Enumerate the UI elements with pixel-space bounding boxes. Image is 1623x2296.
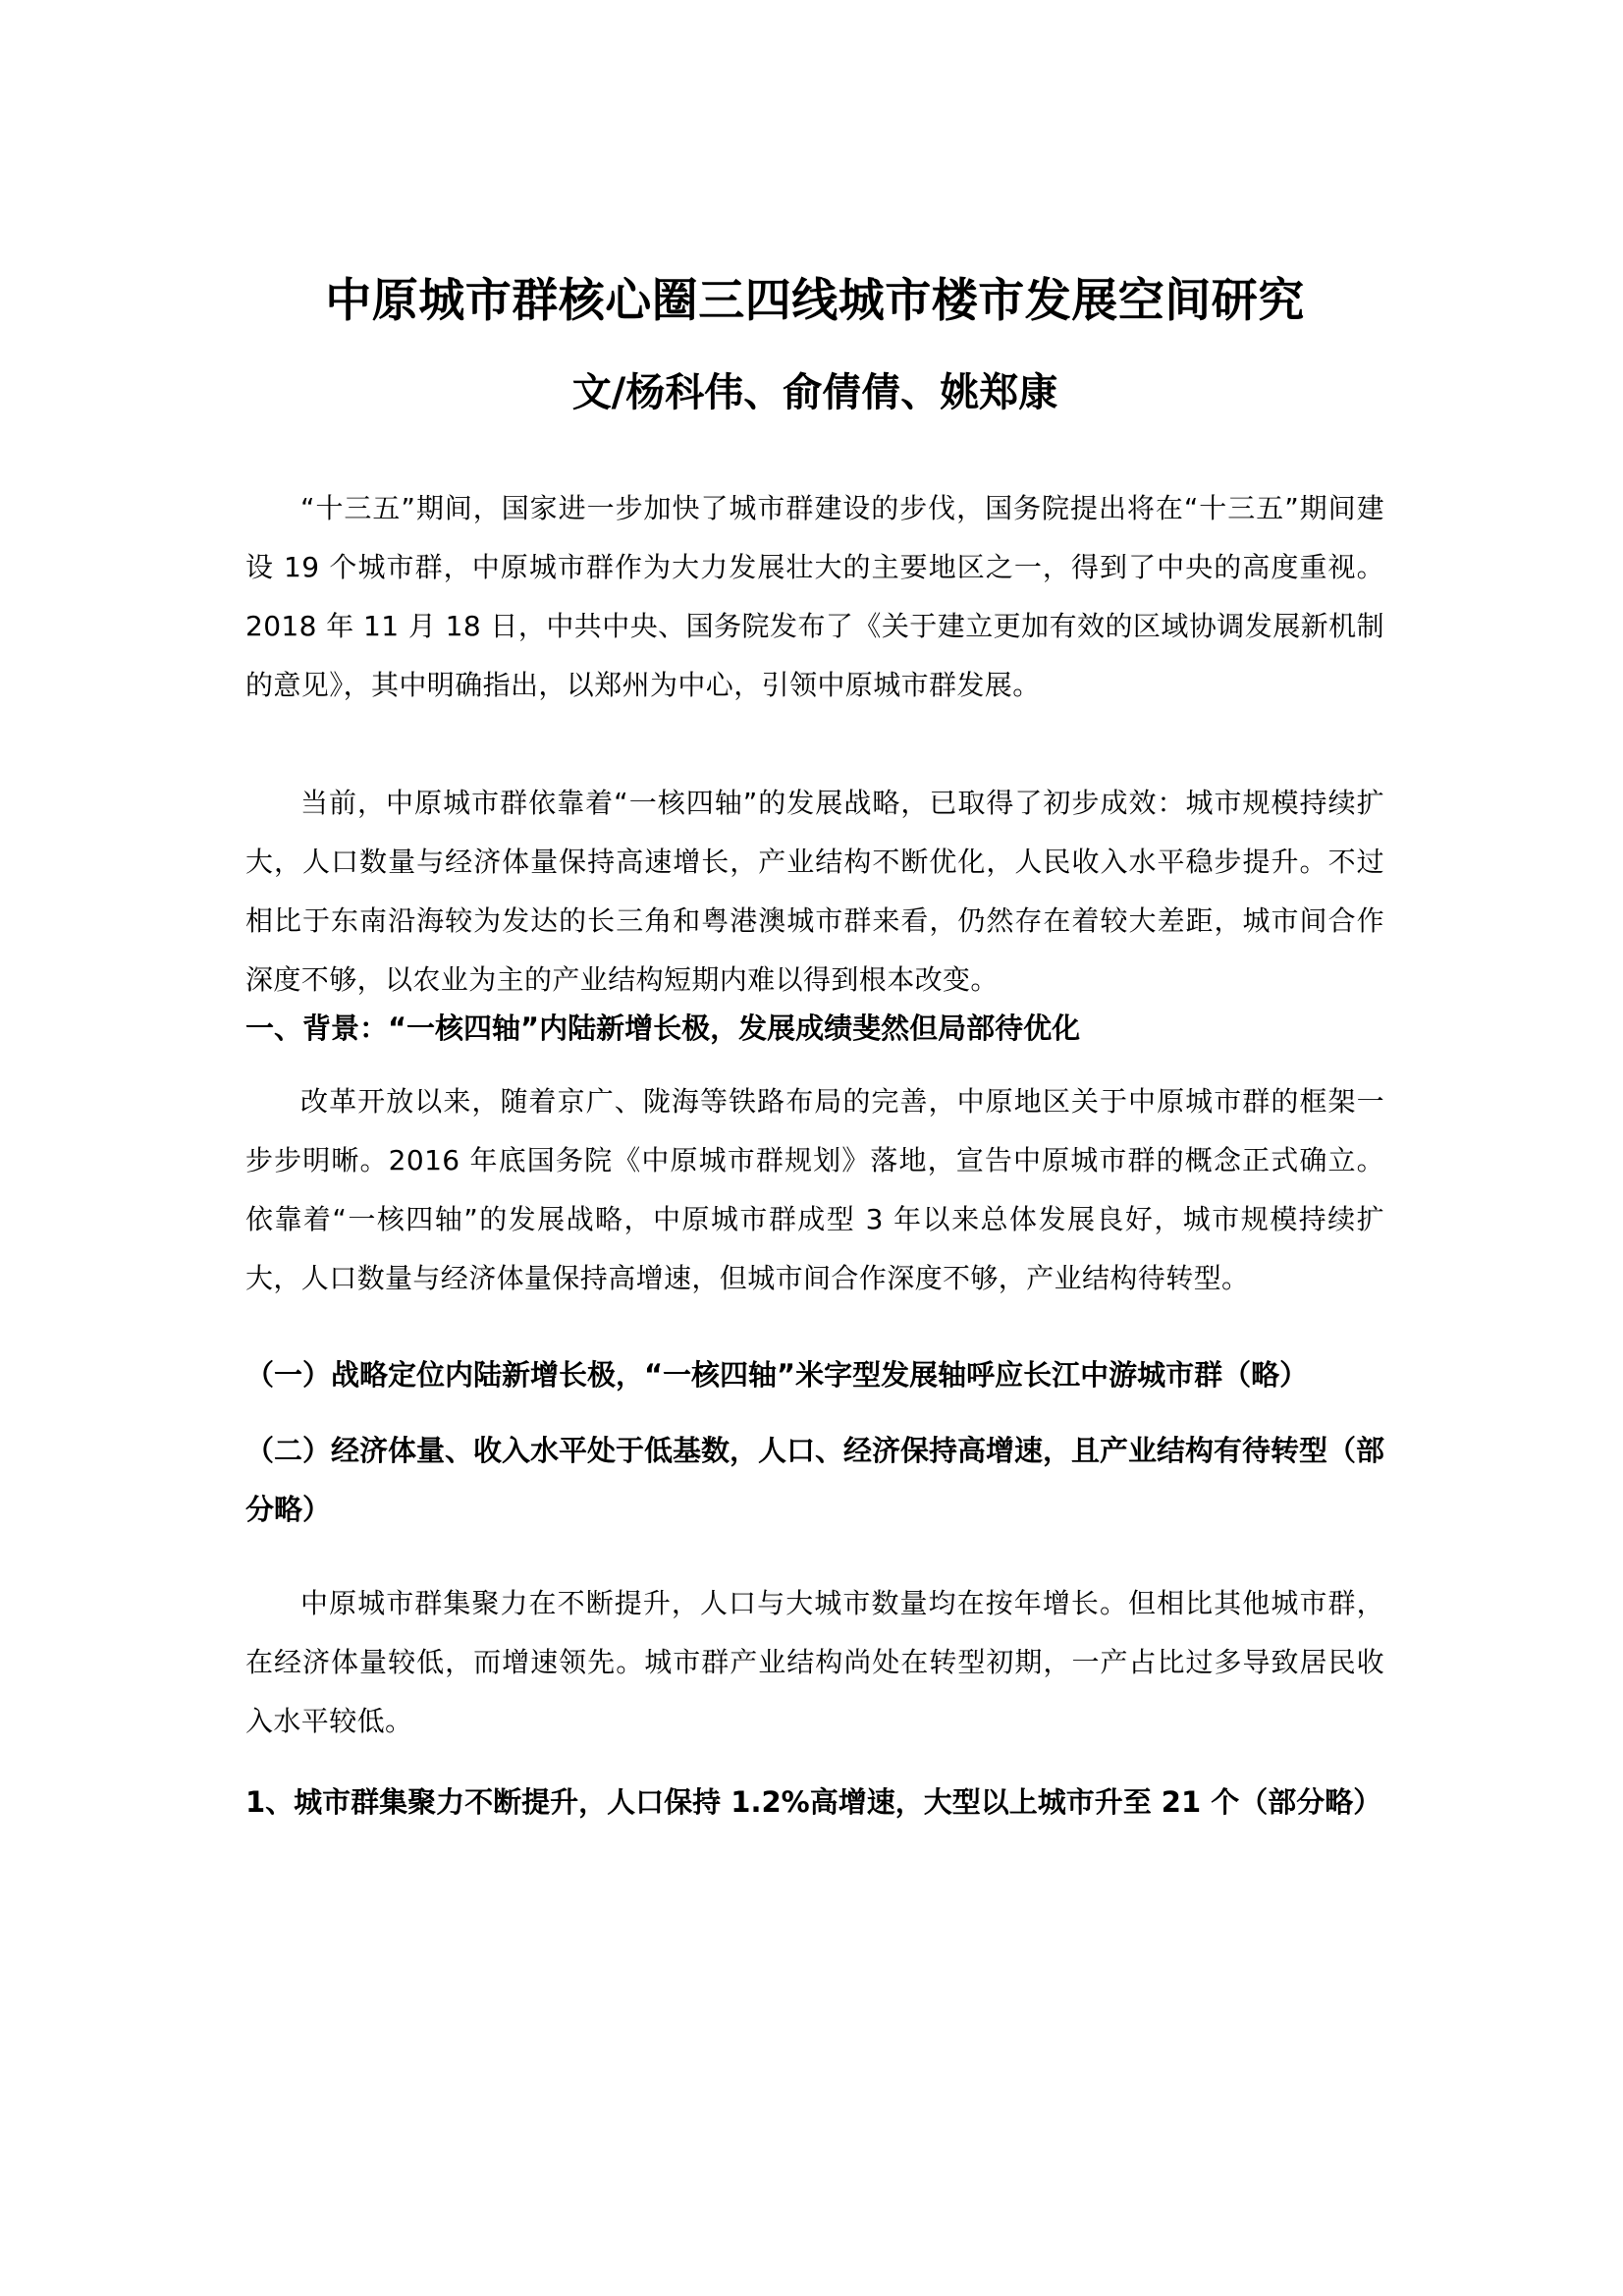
section-heading-background: 一、背景：“一核四轴”内陆新增长极，发展成绩斐然但局部待优化: [245, 1011, 1081, 1045]
status-paragraph: 当前，中原城市群依靠着“一核四轴”的发展战略，已取得了初步成效：城市规模持续扩大，人口数量与经济体量保持高速增长，产业结构不断优化，人民收入水平稳步提升。不过相比于东南沿海较为发达的长三角和粤港澳城市群来看，仍然存在着较大差距，城市间合作深度不够，以农业为主的产业结构短期内难以得到根本改变。: [245, 787, 1384, 996]
document-title: 中原城市群核心圈三四线城市楼市发展空间研究: [325, 274, 1305, 329]
intro-paragraph: “十三五”期间，国家进一步加快了城市群建设的步伐，国务院提出将在“十三五”期间建设 19 个城市群，中原城市群作为大力发展壮大的主要地区之一，得到了中央的高度重视。2018 年 11 月 18 日，中共中央、国务院发布了《关于建立更加有效的区域协调发展新机制的意见》，其中明确指出，以郑州为中心，引领中原城市群发展。: [245, 492, 1384, 701]
background-paragraph: 改革开放以来，随着京广、陇海等铁路布局的完善，中原地区关于中原城市群的框架一步步明晰。2016 年底国务院《中原城市群规划》落地，宣告中原城市群的概念正式确立。依靠着“一核四轴”的发展战略，中原城市群成型 3 年以来总体发展良好，城市规模持续扩大，人口数量与经济体量保持高增速，但城市间合作深度不够，产业结构待转型。: [245, 1085, 1384, 1294]
author-line: 文/杨科伟、俞倩倩、姚郑康: [571, 370, 1058, 415]
subsection-heading-strategy: （一）战略定位内陆新增长极，“一核四轴”米字型发展轴呼应长江中游城市群（略）: [245, 1358, 1309, 1392]
economy-paragraph: 中原城市群集聚力在不断提升，人口与大城市数量均在按年增长。但相比其他城市群，在经济体量较低，而增速领先。城市群产业结构尚处在转型初期，一产占比过多导致居民收入水平较低。: [245, 1587, 1384, 1737]
subsubsection-heading-agglomeration: 1、城市群集聚力不断提升，人口保持 1.2%高增速，大型以上城市升至 21 个（部分略）: [245, 1785, 1382, 1819]
subsection-heading-economy: （二）经济体量、收入水平处于低基数，人口、经济保持高增速，且产业结构有待转型（部分略）: [245, 1434, 1385, 1526]
